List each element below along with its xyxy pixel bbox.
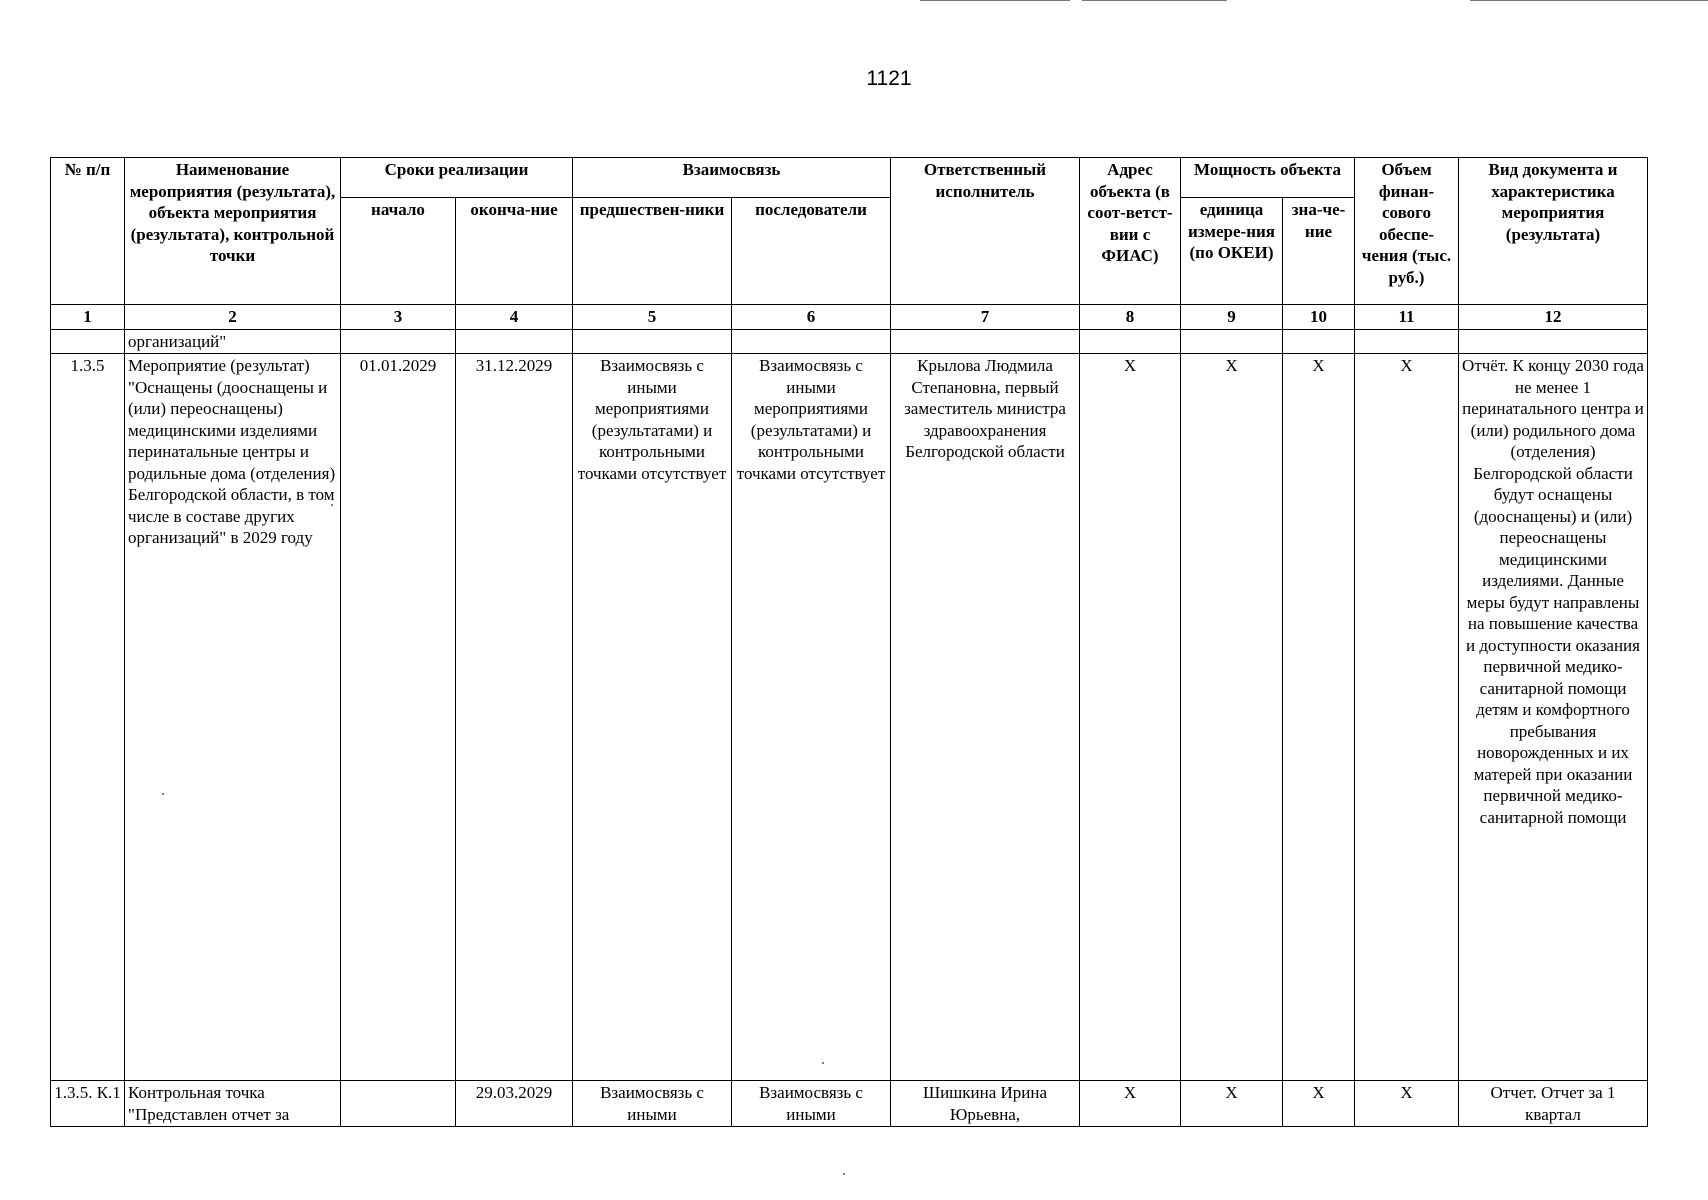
header-successors: последователи (732, 198, 891, 305)
header-capacity: Мощность объекта (1181, 158, 1355, 198)
row-unit: X (1181, 354, 1283, 1081)
header-unit: единица измере-ния (по ОКЕИ) (1181, 198, 1283, 305)
page-number: 1121 (866, 67, 912, 90)
header-value: зна-че-ние (1283, 198, 1355, 305)
row-end-date: 29.03.2029 (456, 1081, 573, 1127)
column-number: 7 (891, 305, 1080, 330)
header-document: Вид документа и характеристика мероприятия (результата) (1459, 158, 1648, 305)
column-number: 11 (1355, 305, 1459, 330)
row-document: Отчёт. К концу 2030 года не менее 1 перинатального центра и (или) родильного дома (отделения) Белгородской области будут оснащены (дооснащены) и (или) переоснащены медицинскими изделиями. Данные меры будут направлены на повышение качества и доступности оказания первичной медико-санитарной помощи детям и комфортного пребывания новорожденных и их матерей при оказании первичной медико-санитарной помощи (1459, 354, 1648, 1081)
column-number: 1 (51, 305, 125, 330)
column-number: 4 (456, 305, 573, 330)
top-edge-line-2 (1082, 0, 1227, 1)
column-number: 2 (125, 305, 341, 330)
row-value: X (1283, 1081, 1355, 1127)
row-start-date (341, 1081, 456, 1127)
row-responsible: Крылова Людмила Степановна, первый заместитель министра здравоохранения Белгородской области (891, 354, 1080, 1081)
row-number: 1.3.5 (51, 354, 125, 1081)
column-number: 5 (573, 305, 732, 330)
header-finance: Объем финан-сового обеспе-чения (тыс. руб.) (1355, 158, 1459, 305)
top-edge-line-1 (920, 0, 1070, 1)
row-address: X (1080, 1081, 1181, 1127)
activity-table (50, 157, 1648, 1127)
scan-speck (822, 1062, 824, 1064)
table-row (51, 354, 1648, 1081)
top-edge-line-3 (1470, 0, 1708, 1)
header-terms: Сроки реализации (341, 158, 573, 198)
row-finance: X (1355, 1081, 1459, 1127)
row-name: Контрольная точка "Представлен отчет за (125, 1081, 341, 1127)
header-name: Наименование мероприятия (результата), объекта мероприятия (результата), контрольной точки (125, 158, 341, 305)
row-successors: Взаимосвязь с иными (732, 1081, 891, 1127)
row-successors: Взаимосвязь с иными мероприятиями (результатами) и контрольными точками отсутствует (732, 354, 891, 1081)
row-responsible: Шишкина Ирина Юрьевна, (891, 1081, 1080, 1127)
row-predecessors: Взаимосвязь с иными (573, 1081, 732, 1127)
scan-speck (843, 1173, 845, 1175)
row-predecessors: Взаимосвязь с иными мероприятиями (результатами) и контрольными точками отсутствует (573, 354, 732, 1081)
column-number: 6 (732, 305, 891, 330)
column-number: 10 (1283, 305, 1355, 330)
header-responsible: Ответственный исполнитель (891, 158, 1080, 305)
scan-speck (331, 504, 333, 506)
row-number: 1.3.5. К.1 (51, 1081, 125, 1127)
header-predecessors: предшествен-ники (573, 198, 732, 305)
column-number: 8 (1080, 305, 1181, 330)
header-relation: Взаимосвязь (573, 158, 891, 198)
row-end-date: 31.12.2029 (456, 354, 573, 1081)
column-number-row (51, 305, 1648, 330)
row-name: Мероприятие (результат) "Оснащены (дооснащены и (или) переоснащены) медицинскими изделиями перинатальные центры и родильные дома (отделения) Белгородской области, в том числе в составе других организаций" в 2029 году (125, 354, 341, 1081)
scan-speck (162, 793, 164, 795)
table-row (51, 1081, 1648, 1127)
row-address: X (1080, 354, 1181, 1081)
column-number: 9 (1181, 305, 1283, 330)
header-address: Адрес объекта (в соот-ветст-вии с ФИАС) (1080, 158, 1181, 305)
column-number: 12 (1459, 305, 1648, 330)
header-number: № п/п (51, 158, 125, 305)
row-document: Отчет. Отчет за 1 квартал (1459, 1081, 1648, 1127)
continuation-text: организаций" (125, 329, 341, 354)
header-end: оконча-ние (456, 198, 573, 305)
row-finance: X (1355, 354, 1459, 1081)
row-unit: X (1181, 1081, 1283, 1127)
column-number: 3 (341, 305, 456, 330)
continuation-row (51, 329, 1648, 354)
row-start-date: 01.01.2029 (341, 354, 456, 1081)
header-start: начало (341, 198, 456, 305)
row-value: X (1283, 354, 1355, 1081)
